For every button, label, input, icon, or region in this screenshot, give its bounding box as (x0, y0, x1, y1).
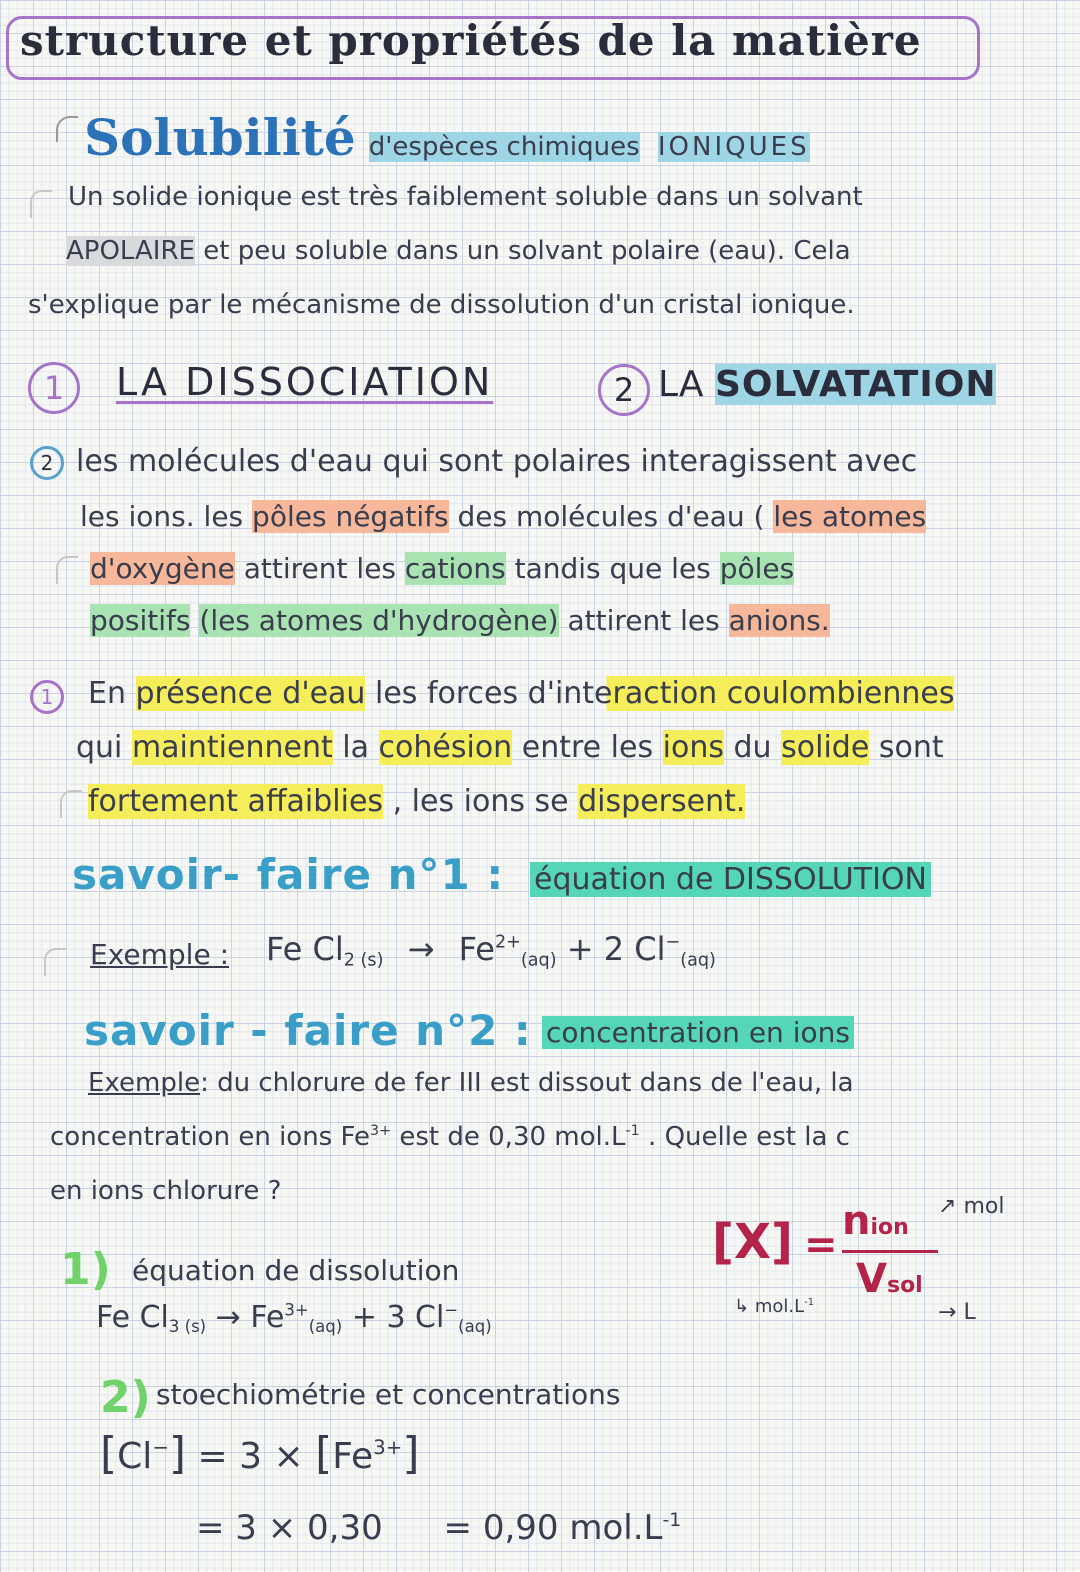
margin-hole (56, 116, 78, 142)
bracket-open-icon: [ (100, 1428, 118, 1479)
oxygen-word: d'oxygène (90, 552, 235, 585)
example-1-equation (266, 930, 716, 970)
step1-equation (96, 1300, 492, 1336)
negative-poles: pôles négatifs (252, 500, 449, 533)
anions-word: anions. (728, 604, 830, 637)
para2-l2-c: des molécules d'eau ( (457, 500, 765, 533)
note-l (938, 1300, 976, 1325)
savoir-faire-2-label: savoir - faire n°2 : (84, 1006, 532, 1055)
eq1-fe-state: (aq) (520, 950, 557, 971)
formula-v: V (856, 1256, 887, 1302)
maintiennent-word: maintiennent (131, 730, 333, 765)
ex2-l2-a: concentration en ions Fe (50, 1122, 371, 1152)
intro-line-2-rest: et peu soluble dans un solvant polaire (eau). Cela (203, 236, 851, 266)
para2-l2-a: les ions. les (80, 500, 244, 533)
note-molL (734, 1296, 814, 1317)
eq1-cl-charge: − (665, 932, 681, 953)
eq2-fe: Fe (250, 1300, 285, 1335)
example-2-line-2 (50, 1122, 850, 1152)
margin-hole (60, 790, 82, 818)
margin-hole (30, 190, 52, 218)
step2-number: 2) (100, 1372, 151, 1423)
step1-label: équation de dissolution (132, 1254, 460, 1287)
section-word: Solubilité (84, 108, 356, 167)
savoir-faire-1-label: savoir- faire n°1 : (72, 850, 505, 899)
arrow-icon: ↗ (938, 1194, 957, 1219)
ions-word: ions (662, 730, 724, 765)
hydrogen-atoms: (les atomes d'hydrogène) (199, 604, 559, 637)
formula-denominator (856, 1256, 923, 1302)
example-2-text: : du chlorure de fer III est dissout dans de l'eau, la (200, 1068, 854, 1098)
example-1-label: Exemple : (90, 938, 230, 971)
solide-word: solide (781, 730, 870, 765)
section-heading (84, 108, 810, 167)
para1-l3-b: , les ions se (392, 784, 569, 819)
note-mol (938, 1194, 1004, 1219)
eq1-arrow: → (407, 930, 435, 968)
bracket-close-icon: ] (168, 1428, 187, 1479)
calc-eq-3x: = 3 × (197, 1436, 304, 1477)
intro-line-1: Un solide ionique est très faiblement soluble dans un solvant (68, 182, 863, 212)
section-rest: d'espèces chimiques (368, 132, 640, 162)
calc-fe-charge: 3+ (373, 1436, 403, 1460)
para1-number: 1 (30, 680, 64, 714)
eq2-lhs-sub: 3 (s) (168, 1316, 207, 1336)
intro-line-2 (66, 236, 851, 266)
note-mol-text: mol (963, 1194, 1005, 1219)
presence-eau: présence d'eau (135, 676, 366, 711)
margin-hole (44, 948, 66, 976)
para2-line-2 (80, 500, 926, 533)
cohesion-word: cohésion (378, 730, 513, 765)
eq1-cl: + 2 Cl (566, 930, 666, 968)
formula-v-sub: sol (886, 1273, 923, 1298)
calc-3x030: = 3 × 0,30 (196, 1508, 383, 1548)
savoir-faire-2-topic: concentration en ions (542, 1016, 854, 1049)
arrow-icon: → (938, 1300, 957, 1325)
para1-l2-e: entre les (521, 730, 654, 765)
calc-result: = 0,90 mol.L (443, 1508, 663, 1548)
para1-line-2 (76, 730, 944, 765)
intro-line-3: s'explique par le mécanisme de dissolution d'un cristal ionique. (28, 290, 855, 320)
calc-cl-charge: − (152, 1436, 169, 1460)
eq1-lhs: Fe Cl (266, 930, 344, 968)
para1-line-3 (88, 784, 745, 819)
apolaire-word: APOLAIRE (66, 236, 195, 266)
step-number-1: 1 (28, 362, 80, 414)
para1-l2-a: qui (76, 730, 123, 765)
ex2-fe-charge: 3+ (370, 1123, 392, 1139)
note-molL-exp: -1 (804, 1297, 814, 1309)
cations-word: cations (404, 552, 506, 585)
dispersent-word: dispersent. (578, 784, 746, 819)
example-2-label: Exemple (88, 1068, 201, 1098)
affaiblies-phrase: fortement affaiblies (88, 784, 384, 819)
ex2-l2-b: est de 0,30 mol.L (399, 1122, 626, 1152)
calc-fe: Fe (332, 1436, 374, 1477)
ex2-l2-c: . Quelle est la c (648, 1122, 850, 1152)
page-title: structure et propriétés de la matière (20, 16, 922, 65)
para2-line-1: les molécules d'eau qui sont polaires interagissent avec (76, 444, 918, 479)
para2-l4-c: attirent les (567, 604, 720, 637)
step-number-2: 2 (598, 364, 650, 416)
step2-label: stoechiométrie et concentrations (156, 1378, 621, 1411)
step-solvatation-word: SOLVATATION (714, 364, 997, 405)
para2-l3-d: tandis que les (514, 552, 711, 585)
para1-line-1 (88, 676, 954, 711)
calc-cl: Cl (117, 1436, 153, 1477)
calc-line-2 (196, 1508, 681, 1548)
para2-line-3 (90, 552, 794, 585)
savoir-faire-1-topic: équation de DISSOLUTION (530, 862, 931, 897)
calc-line-1 (100, 1428, 420, 1479)
eq1-fe: Fe (458, 930, 495, 968)
step1-number: 1) (60, 1244, 111, 1295)
note-molL-text: mol.L (754, 1296, 805, 1317)
ex2-unit-exp: -1 (625, 1123, 640, 1139)
eq2-fe-state: (aq) (308, 1316, 343, 1336)
atoms-word: les atomes (773, 500, 927, 533)
bracket-open-icon: [ (315, 1428, 333, 1479)
para1-l2-i: sont (878, 730, 944, 765)
eq2-arrow: → (215, 1300, 241, 1335)
eq1-fe-charge: 2+ (494, 932, 521, 953)
eq1-lhs-sub: 2 (s) (343, 950, 384, 971)
calc-result-exp: -1 (662, 1509, 682, 1531)
arrow-icon: ↳ (734, 1296, 750, 1317)
para2-l3-b: attirent les (243, 552, 397, 585)
eq1-cl-state: (aq) (680, 950, 716, 971)
example-2-line-3: en ions chlorure ? (50, 1176, 282, 1206)
note-l-text: L (963, 1300, 976, 1325)
positive-word: positifs (90, 604, 191, 637)
eq2-cl-charge: − (444, 1300, 459, 1320)
formula-numerator (842, 1198, 909, 1244)
formula-n-sub: ion (870, 1215, 909, 1240)
step-dissociation: LA DISSOCIATION (116, 360, 494, 404)
eq2-cl: + 3 Cl (351, 1300, 445, 1335)
formula-lhs: [X] (712, 1214, 793, 1270)
para2-number: 2 (30, 446, 64, 480)
eq2-fe-charge: 3+ (284, 1300, 309, 1320)
para1-l2-c: la (342, 730, 369, 765)
poles-word: pôles (719, 552, 795, 585)
formula-n: n (842, 1198, 871, 1244)
margin-hole (56, 556, 78, 584)
step-solvatation-la: LA (658, 364, 704, 405)
formula-equals: = (804, 1222, 838, 1268)
step-solvatation (658, 364, 996, 405)
fraction-bar (842, 1250, 938, 1253)
para1-l2-g: du (733, 730, 772, 765)
para1-l1-a: En (88, 676, 126, 711)
para2-line-4 (90, 604, 830, 637)
bracket-close-icon: ] (402, 1428, 420, 1479)
eq2-lhs: Fe Cl (96, 1300, 169, 1335)
eq2-cl-state: (aq) (458, 1316, 492, 1336)
para1-l1-c: les forces d'interaction coulombiennes (374, 676, 955, 711)
section-ioniques: IONIQUES (657, 132, 810, 162)
example-2-line-1 (88, 1068, 854, 1098)
